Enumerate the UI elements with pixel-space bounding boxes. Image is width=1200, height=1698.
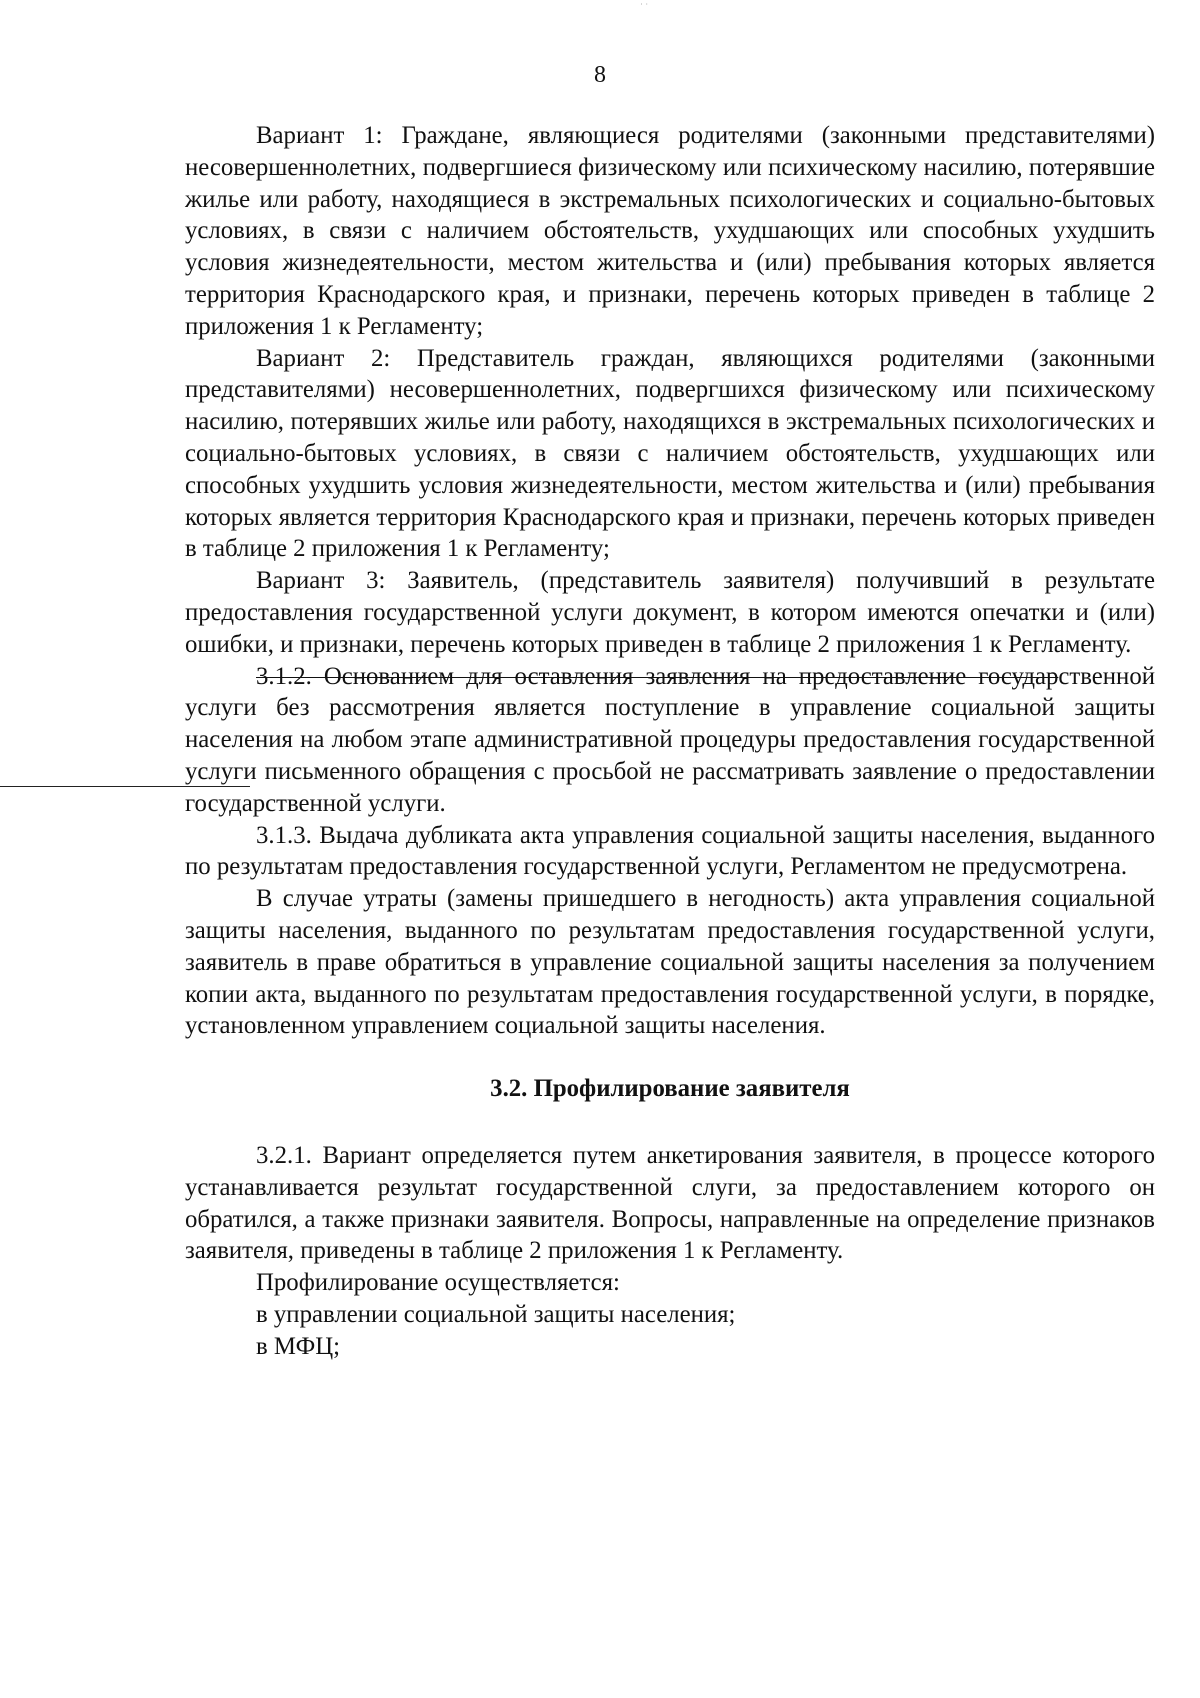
page-number: 8: [594, 62, 606, 88]
paragraph-variant-1: Вариант 1: Граждане, являющиеся родителями (законными представителями) несовершеннолетних, подвергшиеся физическому или психическому насилию, потерявшие жилье или работу, находящиеся в экстремальных психологических и социально-бытовых условиях, в связи с наличием обстоятельств, ухудшающих или способных ухудшить условия жизнедеятельности, местом жительства и (или) пребывания которых является территория Краснодарского края, и признаки, перечень которых приведен в таблице 2 приложения 1 к Регламенту;: [185, 122, 1155, 340]
paragraph-3-1-2-rest: ственной услуги без рассмотрения является поступление в управление социальной защиты населения на любом этапе административной процедуры предоставления государственной услуги письменного обращения с просьбой не рассматривать заявление о предоставлении государственной услуги.: [185, 662, 1155, 817]
paragraph-loss: В случае утраты (замены пришедшего в негодность) акта управления социальной защиты населения, выданного по результатам предоставления государственной услуги, заявитель в праве обратиться в управление социальной защиты населения за получением копии акта, выданного по результатам предоставления государственной услуги, в порядке, установленном управлением социальной защиты населения.: [185, 885, 1155, 1040]
list-item: в управлении социальной защиты населения;: [256, 1300, 736, 1328]
document-body: [185, 120, 1155, 1362]
scan-mark: ˙ ˙: [640, 2, 649, 12]
list-item: в МФЦ;: [256, 1332, 341, 1360]
paragraph-variant-2: Вариант 2: Представитель граждан, являющихся родителями (законными представителями) несовершеннолетних, подвергшихся физическому или психическому насилию, потерявших жилье или работу, находящихся в экстремальных психологических и социально-бытовых условиях, в связи с наличием обстоятельств, ухудшающих или способных ухудшить условия жизнедеятельности, местом жительства и (или) пребывания которых является территория Краснодарского края и признаки, перечень которых приведен в таблице 2 приложения 1 к Регламенту;: [185, 344, 1155, 563]
struck-text: 3.1.2. Основанием для оставления заявления на предоставление государ: [256, 662, 1059, 690]
section-heading: 3.2. Профилирование заявителя: [490, 1075, 850, 1103]
paragraph-3-1-2: [185, 661, 1155, 820]
paragraph-3-1-3: 3.1.3. Выдача дубликата акта управления социальной защиты населения, выданного по результатам предоставления государственной услуги, Регламентом не предусмотрена.: [185, 821, 1155, 881]
paragraph-variant-3: Вариант 3: Заявитель, (представитель заявителя) получивший в результате предоставления государственной услуги документ, в котором имеются опечатки и (или) ошибки, и признаки, перечень которых приведен в таблице 2 приложения 1 к Регламенту.: [185, 567, 1155, 658]
profiling-intro: Профилирование осуществляется:: [256, 1269, 620, 1297]
paragraph-3-2-1: 3.2.1. Вариант определяется путем анкетирования заявителя, в процессе которого устанавливается результат государственной слуги, за предоставлением которого он обратился, а также признаки заявителя. Вопросы, направленные на определение признаков заявителя, приведены в таблице 2 приложения 1 к Регламенту.: [185, 1141, 1155, 1265]
